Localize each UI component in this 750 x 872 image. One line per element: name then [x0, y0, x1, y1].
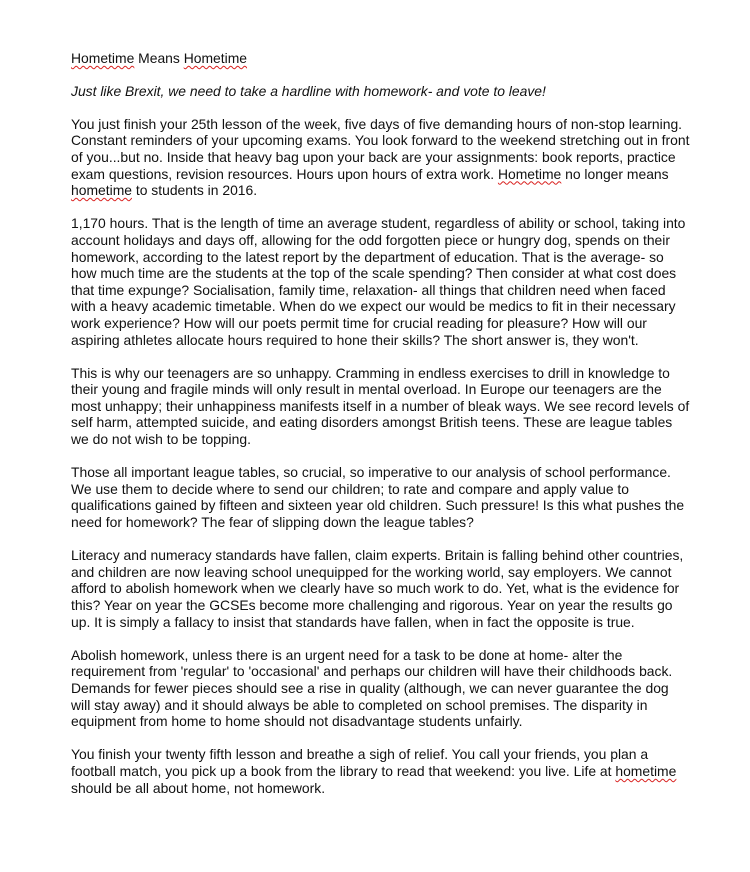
misspelled-word[interactable]: hometime: [615, 762, 677, 779]
paragraph-2: 1,170 hours. That is the length of time an average student, regardless of ability or school, taking into account holidays and days off, allowing for the odd forgotten piece or hungry dog, spends on their homework, according to the latest report by the department of education. That is the average- so how much time are the students at the top of the scale spending? Then consider at what cost does that time expunge? Socialisation, family time, relaxation- all things that children need when faced with a heavy academic timetable. When do we expect our would be medics to fit in their necessary work experience? How will our poets permit time for crucial reading for pleasure? How will our aspiring athletes allocate hours required to hone their skills? The short answer is, they won't.: [71, 215, 686, 348]
paragraph-text: should be all about home, not homework.: [71, 779, 326, 796]
misspelled-word[interactable]: Hometime: [71, 50, 135, 66]
paragraph-1: [71, 116, 691, 199]
paragraph-text: You just finish your 25th lesson of the week, five days of five demanding hours of non-stop learning. Constant reminders of your upcoming exams. You look forward to the weekend stretching out in front of you...but no. Inside that heavy bag upon your back are your assignments: book reports, practice exam questions, revision resources. Hours upon hours of extra work.: [71, 115, 690, 182]
document-page: [71, 50, 691, 813]
paragraph-6: Abolish homework, unless there is an urgent need for a task to be done at home- alter the requirement from 'regular' to 'occasional' and perhaps our children will have their childhoods back. Demands for fewer pieces should see a rise in quality (although, we can never guarantee the dog will stay away) and it should always be able to completed on school premises. The disparity in equipment from home to home should not disadvantage students unfairly.: [71, 646, 673, 730]
paragraph-text: to students in 2016.: [132, 182, 258, 199]
document-subtitle: Just like Brexit, we need to take a hardline with homework- and vote to leave!: [71, 82, 546, 99]
paragraph-4: Those all important league tables, so crucial, so imperative to our analysis of school performance. We use them to decide where to send our children; to rate and compare and apply value to qualifications gained by fifteen and sixteen year old children. Such pressure! Is this what pushes the need for homework? The fear of slipping down the league tables?: [71, 464, 685, 531]
misspelled-word[interactable]: hometime: [71, 182, 132, 199]
paragraph-text: You finish your twenty fifth lesson and breathe a sigh of relief. You call your friends, you plan a football match, you pick up a book from the library to read that weekend: you live. Life at: [71, 746, 649, 779]
paragraph-text: no longer means: [561, 165, 669, 182]
document-title: [71, 50, 691, 67]
paragraph-7: [71, 746, 691, 796]
misspelled-word[interactable]: Hometime: [183, 50, 248, 66]
title-text: Means: [134, 50, 184, 66]
paragraph-5: Literacy and numeracy standards have fallen, claim experts. Britain is falling behind other countries, and children are now leaving school unequipped for the working world, say employers. We cannot afford to abolish homework when we clearly have so much work to do. Yet, what is the evidence for this? Year on year the GCSEs become more challenging and rigorous. Year on year the results go up. It is simply a fallacy to insist that standards have fallen, when in fact the opposite is true.: [71, 547, 684, 630]
paragraph-3: This is why our teenagers are so unhappy. Cramming in endless exercises to drill in knowledge to their young and fragile minds will only result in mental overload. In Europe our teenagers are the most unhappy; their unhappiness manifests itself in a number of bleak ways. We see record levels of self harm, attempted suicide, and eating disorders amongst British teens. These are league tables we do not wish to be topping.: [71, 364, 690, 448]
misspelled-word[interactable]: Hometime: [497, 165, 562, 182]
